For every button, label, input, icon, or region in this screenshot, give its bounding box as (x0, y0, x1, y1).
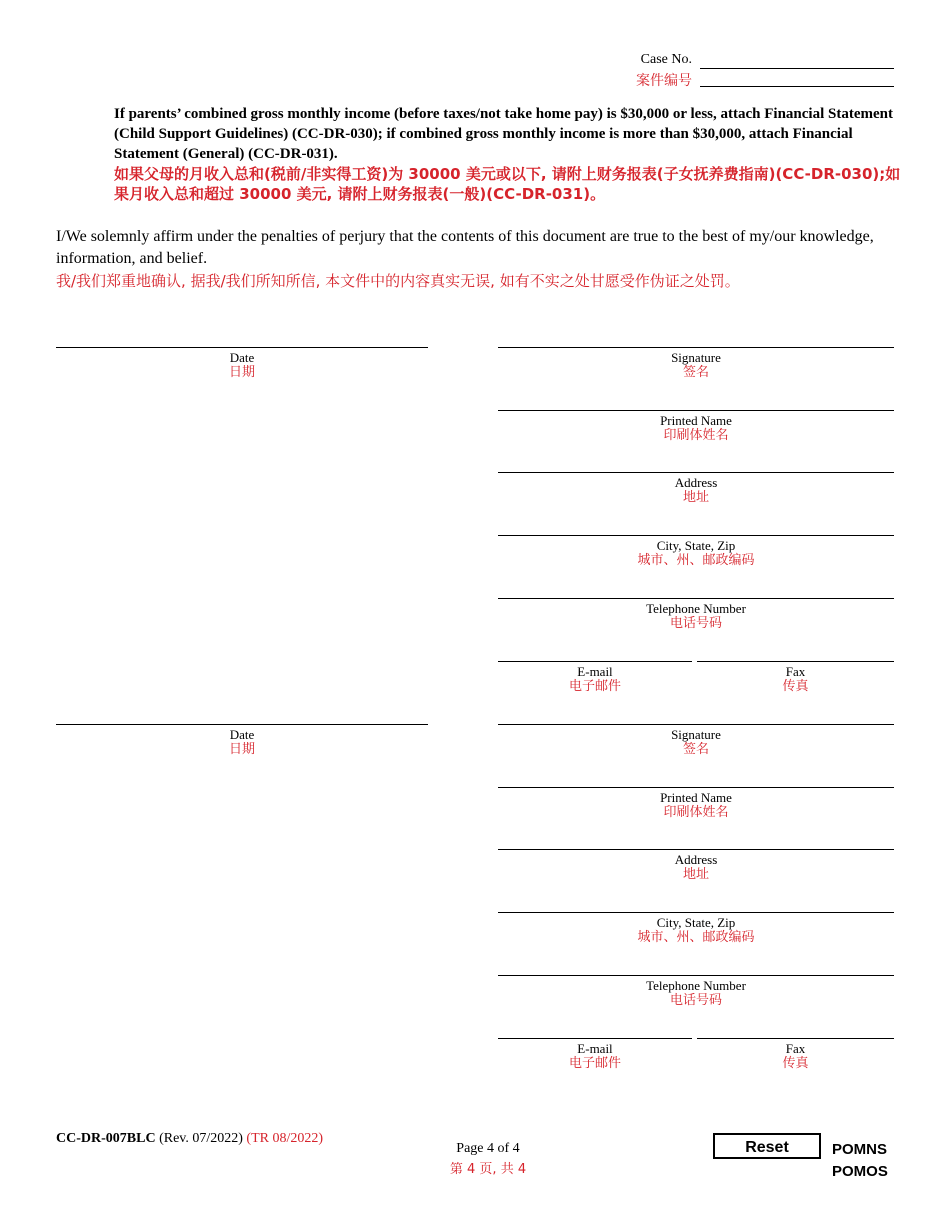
case-number-label-zh: 案件编号 (636, 73, 692, 89)
date-label-zh: 日期 (228, 742, 255, 757)
financial-statement-notice (114, 104, 904, 204)
affirmation-text-zh: 我/我们郑重地确认, 据我/我们所知所信, 本文件中的内容真实无误, 如有不实之处甘愿受作伪证之处罚。 (56, 272, 740, 290)
printed-name-label: Printed Name (660, 413, 732, 428)
signature-label: Signature (671, 727, 721, 742)
form-identifier (56, 1131, 323, 1147)
pomos-text: POMOS (832, 1163, 888, 1180)
city-state-zip-label-zh: 城市、州、邮政编码 (637, 930, 755, 945)
pomns-pomos-label (832, 1139, 888, 1183)
signature-label-zh: 签名 (682, 365, 709, 380)
printed-name-label-zh: 印刷体姓名 (663, 428, 729, 443)
affirmation-statement (56, 226, 896, 292)
translation-revision: (TR 08/2022) (246, 1131, 324, 1146)
address-label: Address (674, 475, 718, 490)
email-label: E-mail (577, 1041, 613, 1056)
form-revision: (Rev. 07/2022) (159, 1131, 243, 1146)
fax-label: Fax (785, 664, 806, 679)
email-label-zh: 电子邮件 (568, 679, 621, 694)
telephone-field-2[interactable] (498, 975, 894, 1009)
signature-label: Signature (671, 350, 721, 365)
printed-name-label: Printed Name (660, 790, 732, 805)
printed-name-field-1[interactable] (498, 410, 894, 444)
telephone-field-1[interactable] (498, 598, 894, 632)
address-field-2[interactable] (498, 849, 894, 883)
telephone-label-zh: 电话号码 (669, 616, 722, 631)
city-state-zip-label-zh: 城市、州、邮政编码 (637, 553, 755, 568)
email-field-1[interactable] (498, 661, 692, 695)
email-label-zh: 电子邮件 (568, 1056, 621, 1071)
telephone-label-zh: 电话号码 (669, 993, 722, 1008)
page-number-zh: 第 4 页, 共 4 (449, 1162, 527, 1177)
page-number: Page 4 of 4 (456, 1141, 520, 1156)
telephone-label: Telephone Number (646, 978, 746, 993)
date-label: Date (229, 727, 255, 742)
notice-text-zh: 如果父母的月收入总和(税前/非实得工资)为 30000 美元或以下, 请附上财务报表(子女抚养费指南)(CC-DR-030);如果月收入总和超过 30000 美元, 请附上财务报表(一般)(CC-DR-031)。 (114, 165, 901, 203)
printed-name-label-zh: 印刷体姓名 (663, 805, 729, 820)
address-label-zh: 地址 (682, 490, 709, 505)
address-field-1[interactable] (498, 472, 894, 506)
affirmation-text-en: I/We solemnly affirm under the penalties of perjury that the contents of this document are true to the best of my/our knowledge, information, and belief. (56, 228, 874, 267)
city-state-zip-label: City, State, Zip (656, 915, 736, 930)
date-label-zh: 日期 (228, 365, 255, 380)
signature-label-zh: 签名 (682, 742, 709, 757)
notice-text-en: If parents’ combined gross monthly income (before taxes/not take home pay) is $30,000 or less, attach Financial Statement (Child Support Guidelines) (CC-DR-030); if combined gross monthly income is more than $30,000, attach Financial Statement (General) (CC-DR-031). (114, 106, 893, 162)
email-label: E-mail (577, 664, 613, 679)
fax-field-1[interactable] (697, 661, 894, 695)
date-field-2[interactable] (56, 724, 428, 758)
city-state-zip-label: City, State, Zip (656, 538, 736, 553)
date-label: Date (229, 350, 255, 365)
city-state-zip-field-1[interactable] (498, 535, 894, 569)
case-number-label: Case No. (640, 52, 692, 67)
address-label: Address (674, 852, 718, 867)
fax-label-zh: 传真 (782, 1056, 809, 1071)
date-field-1[interactable] (56, 347, 428, 381)
fax-field-2[interactable] (697, 1038, 894, 1072)
printed-name-field-2[interactable] (498, 787, 894, 821)
case-number-field[interactable] (700, 50, 894, 69)
fax-label-zh: 传真 (782, 679, 809, 694)
city-state-zip-field-2[interactable] (498, 912, 894, 946)
email-field-2[interactable] (498, 1038, 692, 1072)
signature-field-1[interactable] (498, 347, 894, 381)
signature-field-2[interactable] (498, 724, 894, 758)
reset-button[interactable]: Reset (713, 1133, 821, 1159)
fax-label: Fax (785, 1041, 806, 1056)
pomns-text: POMNS (832, 1141, 888, 1158)
case-number-field-zh[interactable] (700, 68, 894, 87)
address-label-zh: 地址 (682, 867, 709, 882)
telephone-label: Telephone Number (646, 601, 746, 616)
case-number-row-zh (560, 70, 894, 90)
form-code: CC-DR-007BLC (56, 1131, 156, 1146)
